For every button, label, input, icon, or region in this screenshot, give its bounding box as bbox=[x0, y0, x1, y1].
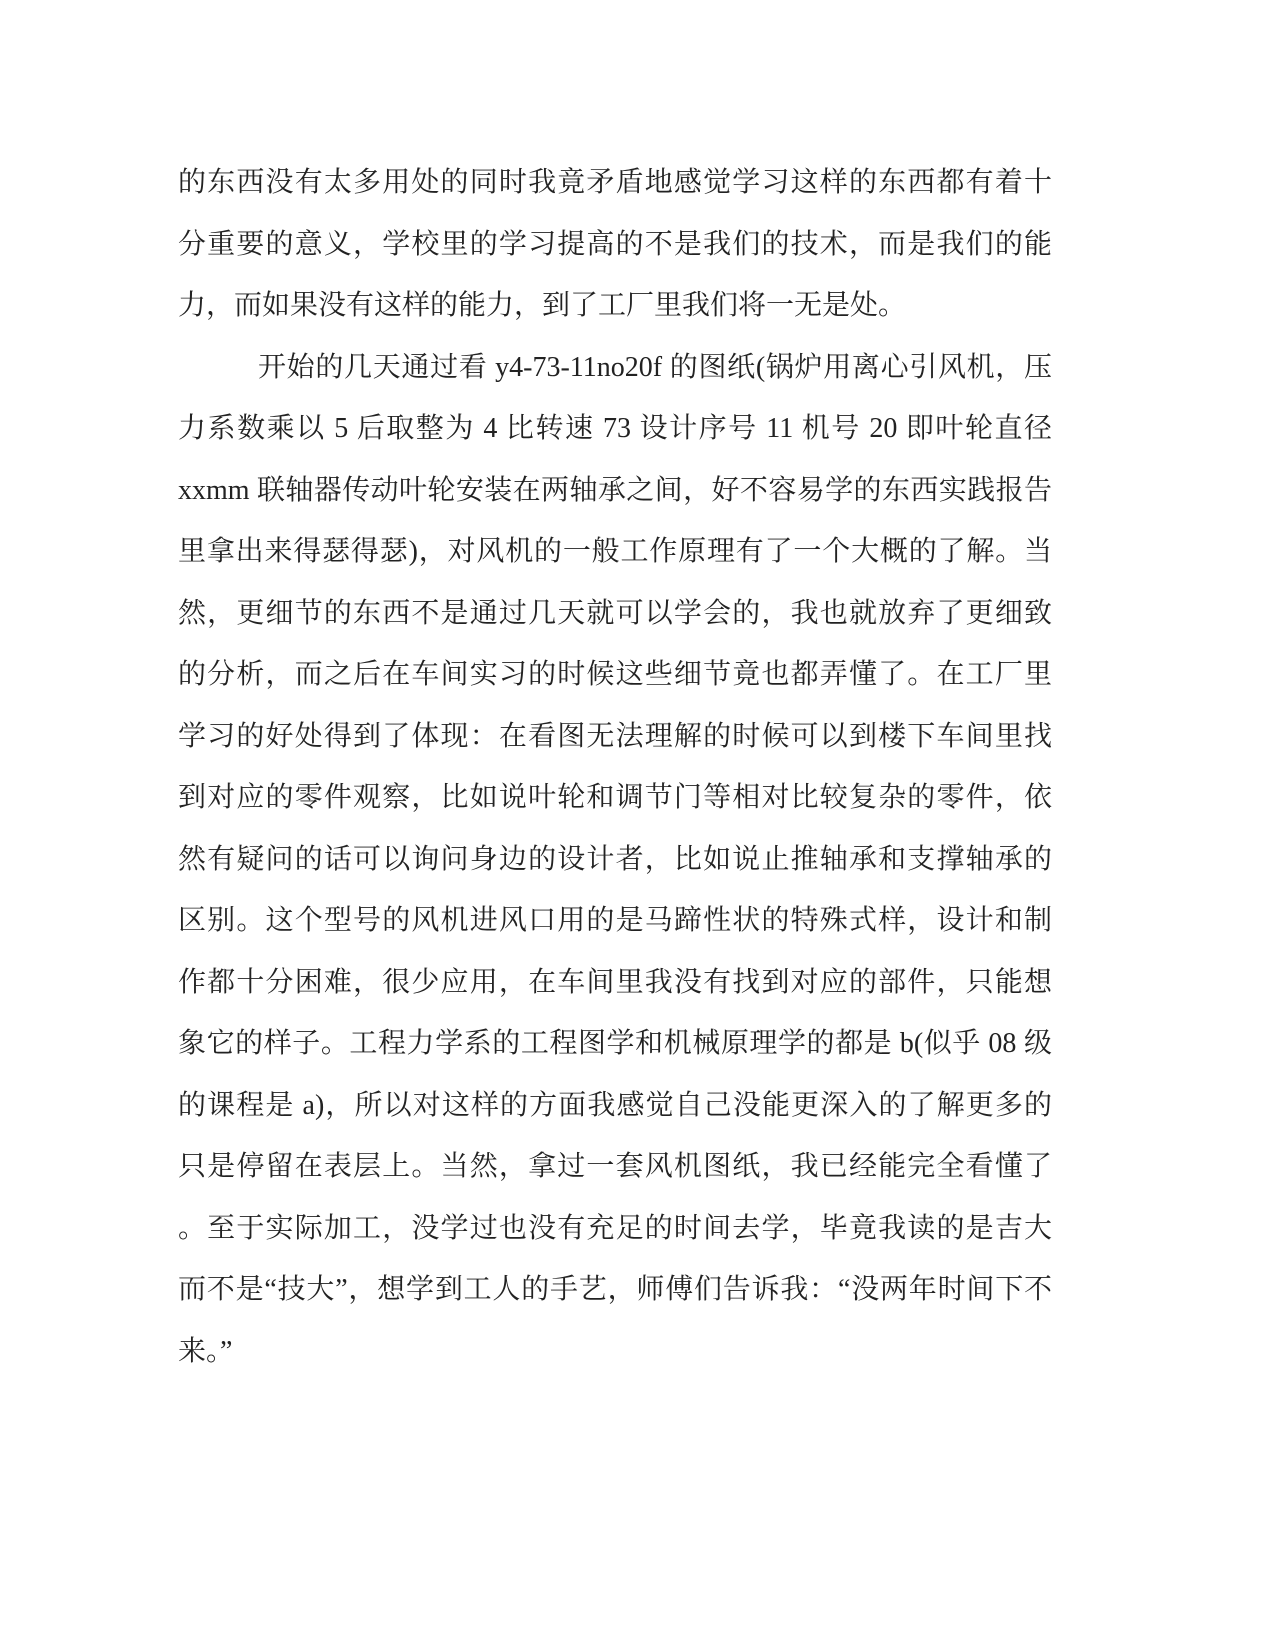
text-line: 。至于实际加工，没学过也没有充足的时间去学，毕竟我读的是吉大 bbox=[178, 1212, 1052, 1244]
text-line: 学习的好处得到了体现：在看图无法理解的时候可以到楼下车间里找 bbox=[178, 720, 1052, 752]
text-line: 作都十分困难，很少应用，在车间里我没有找到对应的部件，只能想 bbox=[178, 966, 1052, 998]
text-line: 然有疑问的话可以询问身边的设计者，比如说止推轴承和支撑轴承的 bbox=[178, 843, 1052, 875]
text-line: 里拿出来得瑟得瑟)，对风机的一般工作原理有了一个大概的了解。当 bbox=[178, 536, 1052, 567]
text-line: 只是停留在表层上。当然，拿过一套风机图纸，我已经能完全看懂了 bbox=[178, 1151, 1052, 1182]
paragraph-continued bbox=[178, 152, 1052, 337]
text-line: 然，更细节的东西不是通过几天就可以学会的，我也就放弃了更细致 bbox=[178, 597, 1052, 629]
text-line: 来。” bbox=[178, 1335, 233, 1367]
text-block bbox=[178, 152, 1052, 1382]
text-line: 到对应的零件观察，比如说叶轮和调节门等相对比较复杂的零件，依 bbox=[178, 782, 1052, 813]
text-line: 的东西没有太多用处的同时我竟矛盾地感觉学习这样的东西都有着十 bbox=[178, 167, 1052, 198]
text-line: 分重要的意义，学校里的学习提高的不是我们的技术，而是我们的能 bbox=[178, 228, 1052, 260]
text-line: 区别。这个型号的风机进风口用的是马蹄性状的特殊式样，设计和制 bbox=[178, 905, 1052, 936]
text-line: 开始的几天通过看 y4-73-11no20f 的图纸(锅炉用离心引风机，压 bbox=[258, 351, 1052, 383]
text-line: 象它的样子。工程力学系的工程图学和机械原理学的都是 b(似乎 08 级 bbox=[178, 1028, 1052, 1059]
text-line: 的课程是 a)，所以对这样的方面我感觉自己没能更深入的了解更多的 bbox=[178, 1089, 1052, 1121]
paragraph-body bbox=[178, 337, 1052, 1383]
text-line: 力系数乘以 5 后取整为 4 比转速 73 设计序号 11 机号 20 即叶轮直径 bbox=[178, 413, 1052, 444]
text-line: 的分析，而之后在车间实习的时候这些细节竟也都弄懂了。在工厂里 bbox=[178, 659, 1052, 690]
text-line: 力，而如果没有这样的能力，到了工厂里我们将一无是处。 bbox=[178, 290, 907, 321]
text-line: 而不是“技大”，想学到工人的手艺，师傅们告诉我：“没两年时间下不 bbox=[178, 1274, 1052, 1305]
text-line: xxmm 联轴器传动叶轮安装在两轴承之间，好不容易学的东西实践报告 bbox=[178, 474, 1052, 506]
